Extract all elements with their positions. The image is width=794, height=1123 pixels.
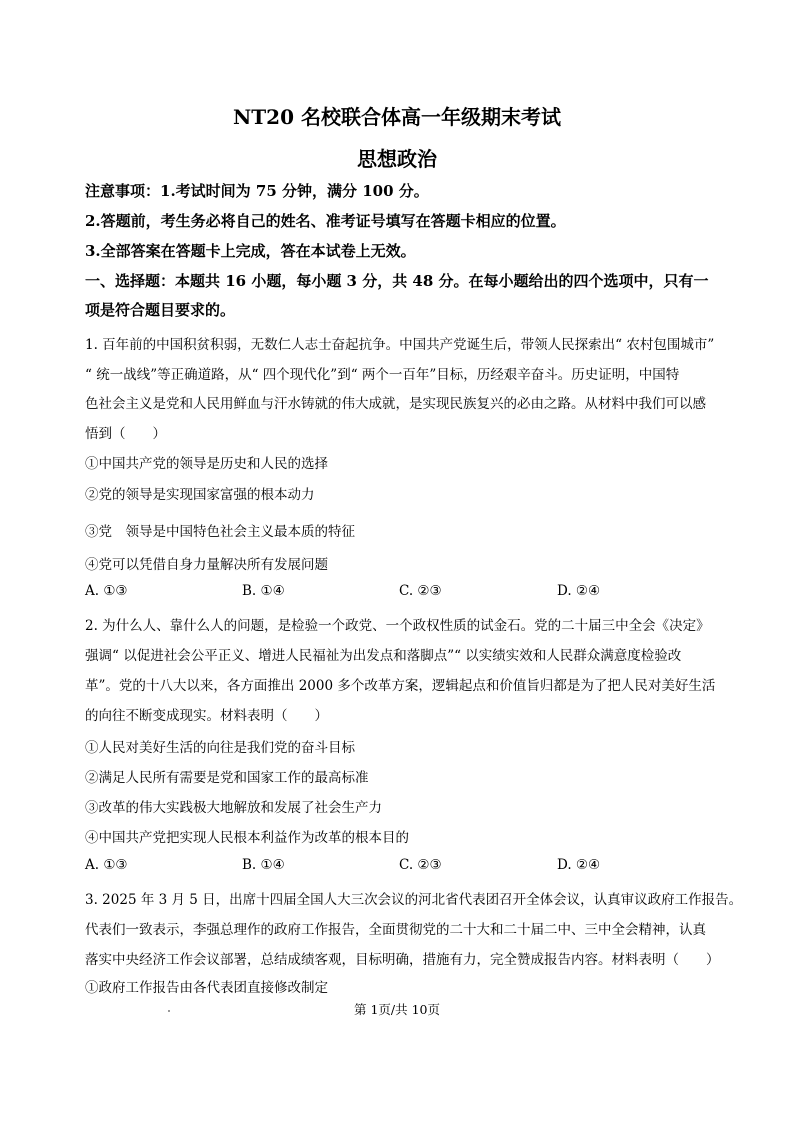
question-stem-line: “ 统一战线”等正确道路，从“ 四个现代化”到“ 两个一百年”目标，历经艰辛奋斗。历史证明，中国特 (85, 367, 680, 383)
question-stem-line: 落实中央经济工作会议部署，总结成绩客观，目标明确，措施有力，完全赞成报告内容。材料表明（ ） (85, 952, 720, 968)
exam-subject: 思想政治 (357, 147, 437, 171)
page-number: 第 1页/共 10页 (353, 1002, 441, 1017)
question-item: ②党的领导是实现国家富强的根本动力 (85, 487, 315, 503)
option-a[interactable]: A. ①③ (85, 857, 128, 873)
question-stem-line: 2. 为什么人、靠什么人的问题，是检验一个政党、一个政权性质的试金石。党的二十届三中全会《决定》 (85, 618, 710, 634)
option-b[interactable]: B. ①④ (242, 583, 285, 599)
option-d[interactable]: D. ②④ (557, 857, 601, 873)
question-stem-line: 3. 2025 年 3 月 5 日，出席十四届全国人大三次会议的河北省代表团召开全体会议，认真审议政府工作报告。 (85, 892, 743, 908)
exam-title: NT20 名校联合体高一年级期末考试 (233, 105, 561, 129)
question-stem-line: 的向往不断变成现实。材料表明（ ） (85, 708, 328, 724)
question-item: ④党可以凭借自身力量解决所有发展问题 (85, 557, 328, 573)
question-item: ②满足人民所有需要是党和国家工作的最高标准 (85, 770, 369, 786)
question-item: ④中国共产党把实现人民根本利益作为改革的根本目的 (85, 830, 409, 846)
option-a[interactable]: A. ①③ (85, 583, 128, 599)
note-line: 注意事项：1.考试时间为 75 分钟，满分 100 分。 (85, 182, 429, 200)
question-stem-line: 悟到（ ） (85, 426, 166, 442)
option-d[interactable]: D. ②④ (557, 583, 601, 599)
option-c[interactable]: C. ②③ (399, 583, 442, 599)
question-item: ③改革的伟大实践极大地解放和发展了社会生产力 (85, 800, 382, 816)
question-stem-line: 革”。党的十八大以来，各方面推出 2000 多个改革方案，逻辑起点和价值旨归都是为了把人民对美好生活 (85, 678, 716, 694)
section-heading-line: 项是符合题目要求的。 (85, 301, 236, 319)
question-stem-line: 1. 百年前的中国积贫积弱，无数仁人志士奋起抗争。中国共产党诞生后，带领人民探索出“ 农村包围城市” (85, 337, 715, 353)
question-item: ①中国共产党的领导是历史和人民的选择 (85, 456, 328, 472)
section-heading-line: 一、选择题：本题共 16 小题，每小题 3 分，共 48 分。在每小题给出的四个选项中，只有一 (85, 272, 709, 290)
option-c[interactable]: C. ②③ (399, 857, 442, 873)
question-stem-line: 代表们一致表示，李强总理作的政府工作报告，全面贯彻党的二十大和二十届二中、三中全会精神，认真 (85, 922, 706, 938)
question-stem-line: 色社会主义是党和人民用鲜血与汗水铸就的伟大成就，是实现民族复兴的必由之路。从材料中我们可以感 (85, 396, 706, 412)
question-item: ①人民对美好生活的向往是我们党的奋斗目标 (85, 740, 355, 756)
question-stem-line: 强调“ 以促进社会公平正义、增进人民福祉为出发点和落脚点”“ 以实绩实效和人民群众满意度检验改 (85, 648, 682, 664)
question-item: ①政府工作报告由各代表团直接修改制定 (85, 980, 328, 996)
note-line: 3.全部答案在答题卡上完成，答在本试卷上无效。 (85, 242, 416, 260)
question-item: ③党 领导是中国特色社会主义最本质的特征 (85, 524, 355, 540)
option-b[interactable]: B. ①④ (242, 857, 285, 873)
note-line: 2.答题前，考生务必将自己的姓名、准考证号填写在答题卡相应的位置。 (85, 212, 566, 230)
